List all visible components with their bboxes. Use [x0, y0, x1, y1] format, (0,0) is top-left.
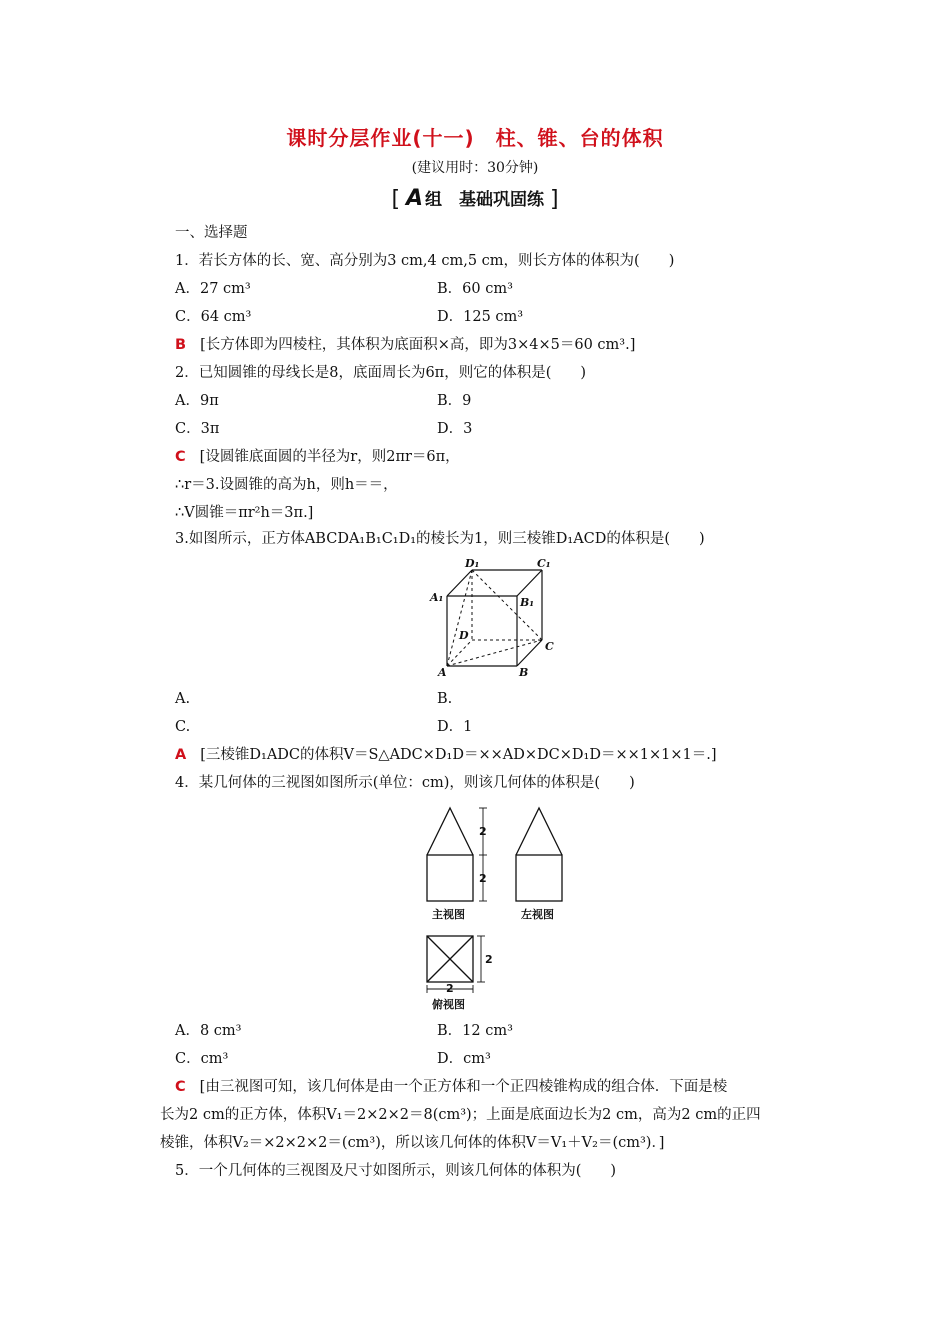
page-title: 课时分层作业(十一) 柱、锥、台的体积 — [286, 126, 664, 150]
q3-solution — [175, 745, 717, 765]
q3-option-c: C. — [175, 719, 191, 735]
section-heading: 一、选择题 — [175, 225, 248, 241]
q4-solution-1 — [175, 1077, 727, 1097]
q1-option-a: A．27 cm³ — [175, 281, 251, 297]
q1-solution-text: [长方体即为四棱柱，其体积为底面积×高，即为3×4×5＝60 cm³.] — [200, 337, 636, 353]
q4-solution-text-1: [由三视图可知，该几何体是由一个正方体和一个正四棱锥构成的组合体．下面是棱 — [199, 1079, 728, 1095]
q1-option-c: C．64 cm³ — [175, 309, 252, 325]
q2-answer: C — [175, 449, 186, 465]
label-c1: C₁ — [537, 558, 551, 570]
hidden-edge-a-c — [447, 640, 542, 666]
side-view-triangle — [516, 808, 562, 855]
q4-option-c: C．cm³ — [175, 1051, 229, 1067]
q5-stem: 5．一个几何体的三视图及尺寸如图所示，则该几何体的体积为( ) — [175, 1163, 617, 1179]
q3-option-a: A. — [175, 691, 191, 707]
q1-option-d: D．125 cm³ — [437, 309, 524, 325]
q4-stem: 4．某几何体的三视图如图所示(单位：cm)，则该几何体的体积是( ) — [175, 775, 635, 791]
q4-answer: C — [175, 1079, 186, 1095]
group-letter: A — [405, 186, 424, 211]
group-heading: [ A 组 基础巩固练 ] — [391, 186, 559, 212]
q4-option-b: B．12 cm³ — [437, 1023, 513, 1039]
suggested-time: (建议用时：30分钟) — [411, 160, 539, 176]
q3-cube-figure — [425, 558, 565, 680]
q2-solution-1 — [175, 447, 460, 467]
q1-stem: 1．若长方体的长、宽、高分别为3 cm,4 cm,5 cm，则长方体的体积为( ) — [175, 253, 675, 269]
q3-solution-text: [三棱锥D₁ADC的体积V＝S△ADC×D₁D＝××AD×DC×D₁D＝××1×1×1＝.] — [200, 747, 717, 763]
q2-solution-3: ∴V圆锥＝πr²h＝3π.] — [175, 505, 314, 521]
q4-solution-2: 长为2 cm的正方体，体积V₁＝2×2×2＝8(cm³)；上面是底面边长为2 cm，高为2 cm的正四 — [160, 1107, 761, 1123]
caption-front-view: 主视图 — [432, 908, 465, 921]
q2-option-b: B．9 — [437, 393, 472, 409]
dim-label-upper: 2 — [479, 825, 487, 838]
q2-option-d: D．3 — [437, 421, 473, 437]
q4-option-d: D．cm³ — [437, 1051, 491, 1067]
q3-option-b: B. — [437, 691, 453, 707]
q3-option-d: D．1 — [437, 719, 473, 735]
label-c: C — [545, 640, 554, 653]
edge-b1-c1 — [517, 570, 542, 596]
q1-solution — [175, 335, 635, 355]
side-view-square — [516, 855, 562, 901]
dim-label-top-h: 2 — [446, 982, 454, 995]
q3-answer: A — [175, 747, 187, 763]
group-label: 组 基础巩固练 — [425, 190, 545, 210]
q1-answer: B — [175, 337, 187, 353]
label-a1: A₁ — [430, 591, 444, 604]
front-view-triangle — [427, 808, 473, 855]
q2-solution-2: ∴r＝3.设圆锥的高为h，则h＝＝， — [175, 477, 398, 493]
hidden-edge-d1-a — [447, 570, 472, 666]
caption-top-view: 俯视图 — [432, 998, 465, 1011]
caption-side-view: 左视图 — [521, 908, 554, 921]
q2-stem: 2．已知圆锥的母线长是8，底面周长为6π，则它的体积是( ) — [175, 365, 587, 381]
q3-stem: 3.如图所示，正方体ABCDA₁B₁C₁D₁的棱长为1，则三棱锥D₁ACD的体积是( ) — [175, 531, 705, 547]
q4-three-views-figure — [415, 800, 575, 1018]
q4-option-a: A．8 cm³ — [175, 1023, 242, 1039]
label-b1: B₁ — [520, 596, 535, 609]
label-d1: D₁ — [465, 558, 480, 570]
label-d: D — [459, 629, 469, 642]
label-a: A — [438, 666, 447, 679]
q1-option-b: B．60 cm³ — [437, 281, 513, 297]
dim-label-lower: 2 — [479, 872, 487, 885]
q2-solution-text-1: [设圆锥底面圆的半径为r，则2πr＝6π， — [199, 449, 460, 465]
q2-option-c: C．3π — [175, 421, 220, 437]
q4-solution-3: 棱锥，体积V₂＝×2×2×2＝(cm³)，所以该几何体的体积V＝V₁＋V₂＝(cm³)．] — [160, 1135, 665, 1151]
label-b: B — [519, 666, 529, 679]
dim-label-top-v: 2 — [485, 953, 493, 966]
front-view-square — [427, 855, 473, 901]
q2-option-a: A．9π — [175, 393, 219, 409]
